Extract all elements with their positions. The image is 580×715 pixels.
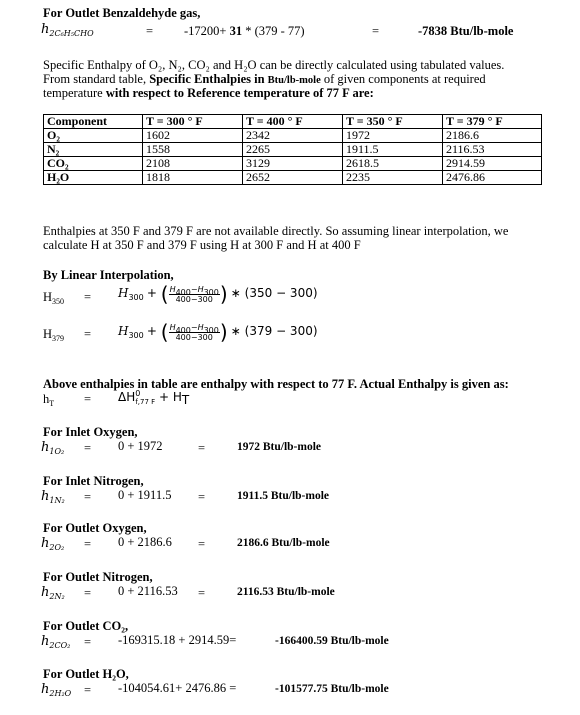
actual-rhs-tail: + H (155, 390, 182, 404)
item-result: -101577.75 Btu/lb-mole (275, 683, 389, 695)
item-symbol-sub: 2CO₂ (49, 641, 71, 650)
h350-label: $H_{350}$ (43, 290, 65, 306)
table-cell: 3129 (243, 157, 343, 171)
item-eq: = (84, 635, 92, 649)
item-expression: -169315.18 + 2914.59= (118, 633, 237, 647)
item-heading: For Outlet Nitrogen, (43, 570, 153, 584)
item-symbol: $h_{1N_2}$ (41, 489, 65, 505)
table-cell: 2116.53 (443, 143, 542, 157)
item-eq: = (84, 683, 92, 697)
actual-rhs-sub: f,77 F (135, 398, 156, 406)
h379-eq: = (84, 327, 92, 341)
benzaldehyde-eq1: = (146, 24, 154, 38)
interp-heading: By Linear Interpolation, (43, 268, 174, 282)
actual-lhs: $h_T$ (43, 392, 55, 408)
enthalpy-table (43, 114, 542, 185)
item-eq: = (84, 586, 92, 600)
item-heading: For Outlet H₂O, (43, 667, 129, 681)
item-eq2: = (198, 586, 206, 600)
table-cell: 2235 (343, 171, 443, 185)
actual-eq: = (84, 392, 92, 406)
item-result: 2116.53 Btu/lb-mole (237, 586, 335, 598)
para1-line1: Specific Enthalpy of O₂, N₂, CO₂ and H₂O can be directly calculated using tabulated values. (43, 58, 505, 72)
actual-rhs: $\Delta H^0_{f,77 F} + H_T$ (118, 389, 190, 407)
h350-formula: $H_{300}$ + ( $\frac{H_{400}-H_{300}}{400-300}$ ) ∗ (350 − 300) (118, 282, 318, 306)
para2-line1: Enthalpies at 350 F and 379 F are not available directly. So assuming linear interpolation, we (43, 224, 509, 238)
table-cell: 2186.6 (443, 129, 542, 143)
item-symbol: $h_{1O_2}$ (41, 440, 65, 456)
table-cell: O₂ (44, 129, 143, 143)
benzaldehyde-expr-a: -17200+ (184, 24, 230, 38)
item-result: 2186.6 Btu/lb-mole (237, 537, 330, 549)
table-header-row (44, 115, 542, 129)
item-symbol: $h_{2O_2}$ (41, 536, 65, 552)
table-cell: 2476.86 (443, 171, 542, 185)
benzaldehyde-expr-b: 31 (229, 24, 243, 38)
h350-h300-sub: 300 (128, 292, 144, 302)
frac-num-a: 400 (175, 287, 191, 297)
frac-num-b: 300 (203, 287, 219, 297)
h350-fraction: $\frac{H_{400}-H_{300}}{400-300}$ (169, 284, 219, 304)
benzaldehyde-heading: For Outlet Benzaldehyde gas, (43, 6, 201, 20)
frac-num-b: 300 (203, 325, 219, 335)
table-cell: 2108 (143, 157, 243, 171)
item-symbol-sub: 1N₂ (49, 496, 65, 505)
table-row (44, 129, 542, 143)
table-cell: 1602 (143, 129, 243, 143)
item-expression: 0 + 1911.5 (118, 488, 172, 502)
frac-den: 400−300 (175, 294, 213, 304)
item-eq2: = (198, 490, 206, 504)
table-cell: N₂ (44, 143, 143, 157)
para1-line2 (43, 72, 486, 87)
table-cell: 2265 (243, 143, 343, 157)
table-row (44, 157, 542, 171)
item-symbol-sub: 2O₂ (49, 543, 65, 552)
benzaldehyde-symbol: $h_{2C_6H_5CHO}$ (41, 22, 94, 38)
benzaldehyde-symbol-sub: 2C₆H₅CHO (49, 29, 94, 38)
table-header-cell: T = 300 ° F (143, 115, 243, 129)
item-eq2: = (198, 441, 206, 455)
h379-label: $H_{379}$ (43, 327, 65, 343)
table-cell: 1558 (143, 143, 243, 157)
item-eq: = (84, 441, 92, 455)
h379-fraction: $\frac{H_{400}-H_{300}}{400-300}$ (169, 322, 219, 342)
item-expression: -104054.61+ 2476.86 = (118, 681, 237, 695)
h379-sub: 379 (52, 334, 65, 343)
h379-formula: $H_{300}$ + ( $\frac{H_{400}-H_{300}}{400-300}$ ) ∗ (379 − 300) (118, 320, 318, 344)
actual-rhs-T: T (181, 393, 190, 407)
table-cell: 1911.5 (343, 143, 443, 157)
para1-line2-a: From standard table, (43, 72, 150, 86)
table-header-cell: T = 400 ° F (243, 115, 343, 129)
table-header-cell: T = 379 ° F (443, 115, 542, 129)
item-eq2: = (198, 537, 206, 551)
h379-tail: ∗ (379 − 300) (230, 323, 318, 338)
item-expression: 0 + 2116.53 (118, 584, 178, 598)
table-row (44, 143, 542, 157)
table-header-cell: T = 350 ° F (343, 115, 443, 129)
para1-line2-d: of given components at required (320, 72, 486, 86)
item-eq: = (84, 537, 92, 551)
table-header-cell: Component (44, 115, 143, 129)
h350-eq: = (84, 290, 92, 304)
frac-num-a: 400 (175, 325, 191, 335)
item-heading: For Inlet Nitrogen, (43, 474, 144, 488)
item-result: -166400.59 Btu/lb-mole (275, 635, 389, 647)
para1-line3-a: temperature (43, 86, 106, 100)
h350-tail: ∗ (350 − 300) (230, 285, 318, 300)
table-cell: CO₂ (44, 157, 143, 171)
h350-sub: 350 (52, 297, 65, 306)
actual-heading: Above enthalpies in table are enthalpy with respect to 77 F. Actual Enthalpy is given as: (43, 377, 509, 391)
para1-line3-b: with respect to Reference temperature of 77 F are: (105, 86, 374, 100)
table-cell: H₂O (44, 171, 143, 185)
item-symbol: $h_{2N_2}$ (41, 585, 65, 601)
benzaldehyde-expression (184, 24, 305, 39)
table-cell: 2342 (243, 129, 343, 143)
item-heading: For Outlet Oxygen, (43, 521, 147, 535)
table-cell: 1818 (143, 171, 243, 185)
item-symbol: $h_{2CO_2}$ (41, 634, 71, 650)
table-row (44, 171, 542, 185)
item-heading: For Inlet Oxygen, (43, 425, 138, 439)
item-expression: 0 + 2186.6 (118, 535, 172, 549)
para1-line2-b: Specific Enthalpies in (149, 72, 268, 86)
item-symbol-sub: 2H₂O (49, 689, 72, 698)
table-cell: 2618.5 (343, 157, 443, 171)
item-expression: 0 + 1972 (118, 439, 163, 453)
table-cell: 2914.59 (443, 157, 542, 171)
item-symbol-sub: 1O₂ (49, 447, 65, 456)
benzaldehyde-expr-c: * (379 - 77) (242, 24, 305, 38)
para1-line3 (43, 86, 374, 101)
item-heading: For Outlet CO₂, (43, 619, 129, 633)
table-cell: 1972 (343, 129, 443, 143)
item-result: 1911.5 Btu/lb-mole (237, 490, 330, 502)
para1-line2-c: Btu/lb-mole (267, 75, 321, 86)
table-cell: 2652 (243, 171, 343, 185)
item-symbol-sub: 2N₂ (49, 592, 65, 601)
benzaldehyde-result: -7838 Btu/lb-mole (418, 24, 514, 38)
item-result: 1972 Btu/lb-mole (237, 441, 322, 453)
h379-h300-sub: 300 (128, 330, 144, 340)
benzaldehyde-eq2: = (372, 24, 380, 38)
frac-den: 400−300 (175, 332, 213, 342)
item-eq: = (84, 490, 92, 504)
item-symbol: $h_{2H_2O}$ (41, 682, 72, 698)
para2-line2: calculate H at 350 F and 379 F using H at 300 F and H at 400 F (43, 238, 361, 252)
